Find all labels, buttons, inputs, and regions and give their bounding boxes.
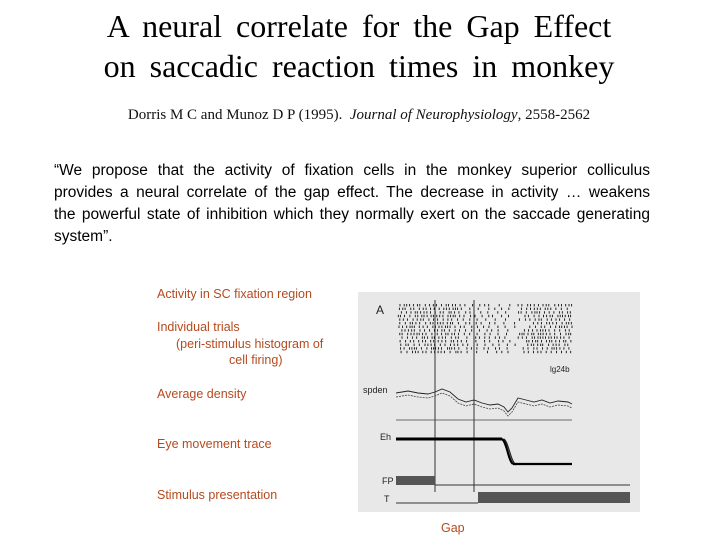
label-activity: Activity in SC fixation region (157, 287, 312, 301)
figure-spden-label: spden (363, 385, 388, 395)
figure-t-label: T (384, 494, 390, 504)
label-gap: Gap (441, 521, 465, 535)
label-eye-movement: Eye movement trace (157, 437, 272, 451)
slide-title (0, 6, 718, 86)
figure-cell-id: lg24b (550, 365, 570, 374)
title-line-1: A neural correlate for the Gap Effect (106, 8, 612, 44)
fp-stimulus-bar (396, 476, 435, 485)
citation (0, 107, 718, 124)
figure-panel-letter: A (376, 303, 385, 317)
quote-text: “We propose that the activity of fixation cells in the monkey superior colliculus provides a neural correlate of the gap effect. The decrease in activity … weakens the powerful state of inhibition which they normally exert on the saccade generating system”. (54, 162, 650, 245)
label-individual-trials: Individual trials (157, 320, 240, 334)
label-stimulus: Stimulus presentation (157, 488, 278, 502)
figure-eh-label: Eh (380, 432, 392, 442)
target-stimulus-bar (478, 492, 630, 503)
citation-journal: Journal of Neurophysiology (349, 107, 518, 123)
citation-pages: , 2558-2562 (517, 107, 591, 123)
label-psth-line-2: cell firing) (229, 353, 283, 367)
spike-raster (398, 304, 572, 353)
figure-fp-label: FP (382, 476, 394, 486)
label-average-density: Average density (157, 387, 247, 401)
spden-trace-upper (396, 389, 572, 412)
neural-recording-figure (358, 292, 640, 512)
spden-trace-lower (396, 393, 572, 416)
title-line-2: on saccadic reaction times in monkey (103, 48, 615, 84)
eye-trace-saccade (502, 439, 513, 464)
citation-authors: Dorris M C and Munoz D P (1995). (127, 107, 343, 123)
label-psth-line-1: (peri-stimulus histogram of (176, 337, 324, 351)
